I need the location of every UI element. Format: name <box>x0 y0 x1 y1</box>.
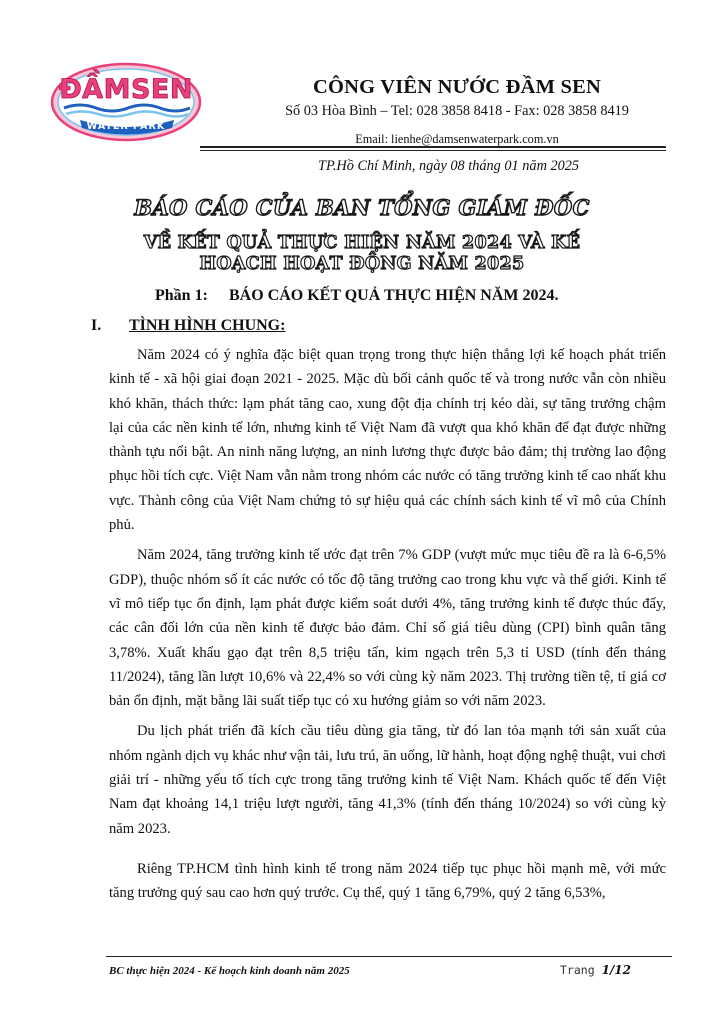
company-header <box>232 74 682 148</box>
page-label: Trang <box>560 963 595 977</box>
company-logo <box>50 62 202 142</box>
date-line: TP.Hồ Chí Minh, ngày 08 tháng 01 năm 2025 <box>318 158 580 174</box>
logo-brand-bottom: WATER PARK <box>86 121 166 132</box>
page-number: 1/12 <box>601 963 631 977</box>
header-divider <box>200 146 666 148</box>
section-title: TÌNH HÌNH CHUNG: <box>129 317 286 334</box>
paragraph: Năm 2024 có ý nghĩa đặc biệt quan trọng trong thực hiện thắng lợi kế hoạch phát triển kinh tế - xã hội giai đoạn 2021 - 2025. Mặc dù bối cảnh quốc tế và trong nước vẫn còn nhiều khó khăn, thách thức: lạm phát tăng cao, xung đột địa chính trị kéo dài, sự tăng trưởng chậm lại của các nền kinh tế lớn, nhưng kinh tế Việt Nam đã vượt qua khó khăn để đạt được những thành tựu nổi bật. An ninh năng lượng, an ninh lương thực được bảo đảm; thị trường lao động phục hồi tích cực. Việt Nam vẫn nằm trong nhóm các nước có tăng trưởng kinh tế cao nhất khu vực. Thành công của Việt Nam chứng tỏ sự hiệu quả các chính sách kinh tế vĩ mô của Chính phủ. <box>109 347 666 534</box>
header-divider-thin <box>200 150 666 151</box>
body-text <box>109 343 666 912</box>
part-number: Phần 1: <box>155 287 208 304</box>
part-heading <box>155 287 559 305</box>
report-subtitle <box>0 233 724 275</box>
report-title: BÁO CÁO CỦA BAN TỔNG GIÁM ĐỐC <box>134 195 590 220</box>
paragraph: Du lịch phát triển đã kích cầu tiêu dùng gia tăng, từ đó lan tỏa mạnh tới sản xuất của nhóm ngành dịch vụ khác như vận tải, lưu trú, ăn uống, lữ hành, hoạt động nghệ thuật, vui chơi giải trí - những yếu tố tích cực trong tăng trưởng kinh tế Việt Nam. Khách quốc tế đến Việt Nam đạt khoảng 14,1 triệu lượt người, tăng 41,3% (tính đến tháng 10/2024) so với cùng kỳ năm 2023. <box>109 723 666 837</box>
company-address: Số 03 Hòa Bình – Tel: 028 3858 8418 - Fax: 028 3858 8419 <box>285 103 629 119</box>
section-heading <box>91 317 285 335</box>
company-name: CÔNG VIÊN NƯỚC ĐẦM SEN <box>313 76 601 98</box>
report-subtitle-line1: VỀ KẾT QUẢ THỰC HIỆN NĂM 2024 VÀ KẾ <box>143 233 581 253</box>
report-subtitle-line2: HOẠCH HOẠT ĐỘNG NĂM 2025 <box>199 254 525 274</box>
part-title: BÁO CÁO KẾT QUẢ THỰC HIỆN NĂM 2024. <box>229 287 559 304</box>
paragraph: Riêng TP.HCM tình hình kinh tế trong năm 2024 tiếp tục phục hồi mạnh mẽ, với mức tăng trưởng quý sau cao hơn quý trước. Cụ thể, quý 1 tăng 6,79%, quý 2 tăng 6,53%, <box>109 860 666 902</box>
footer-document-title: BC thực hiện 2024 - Kế hoạch kinh doanh năm 2025 <box>109 965 350 977</box>
paragraph: Năm 2024, tăng trưởng kinh tế ước đạt trên 7% GDP (vượt mức mục tiêu đề ra là 6-6,5% GDP), thuộc nhóm số ít các nước có tốc độ tăng trưởng cao trong khu vực và thế giới. Kinh tế vĩ mô tiếp tục ổn định, lạm phát được kiểm soát dưới 4%, tăng trưởng kinh tế được thúc đẩy, các cân đối lớn của nền kinh tế được bảo đảm. Chỉ số giá tiêu dùng (CPI) bình quân tăng 3,78%. Xuất khẩu gạo đạt trên 8,5 triệu tấn, kim ngạch trên 5,3 tỉ USD (tính đến tháng 11/2024), tăng lần lượt 10,6% và 22,4% so với cùng kỳ năm 2023. Thị trường tiền tệ, tỉ giá cơ bản ổn định, mặt bằng lãi suất tiếp tục có xu hướng giảm so với năm 2023. <box>109 547 666 710</box>
logo-brand-top: ĐẦMSEN <box>59 74 193 105</box>
section-number: I. <box>91 317 102 334</box>
page-indicator <box>560 963 631 977</box>
company-email: Email: lienhe@damsenwaterpark.com.vn <box>355 132 559 146</box>
footer-divider <box>106 956 672 957</box>
